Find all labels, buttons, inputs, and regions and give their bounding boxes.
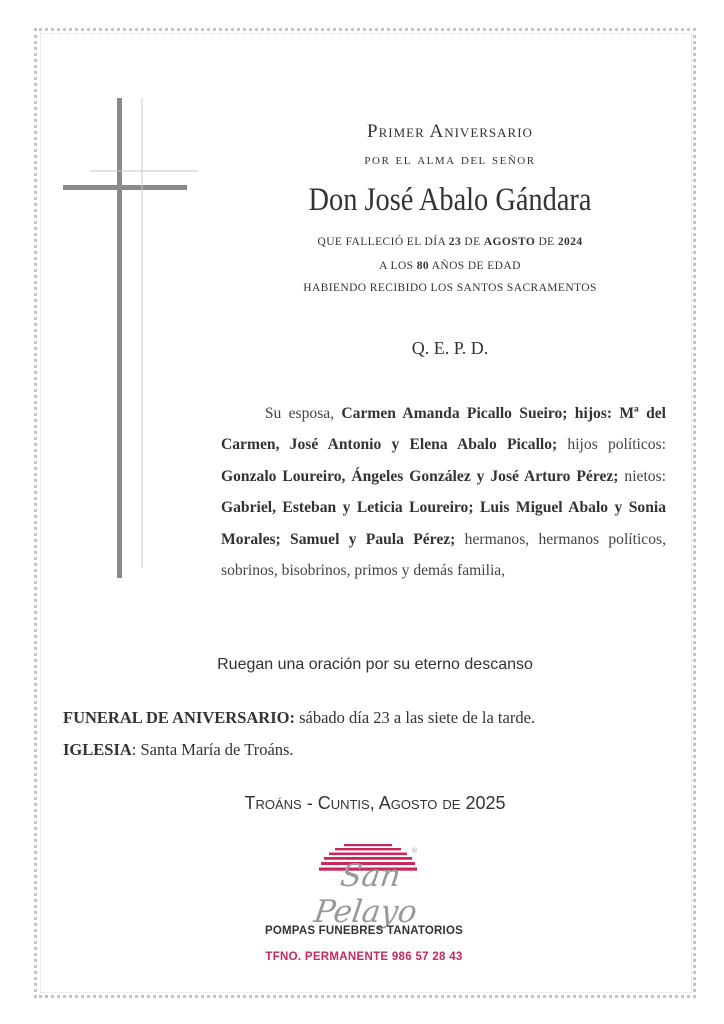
registered-mark: ® [412,848,418,855]
anniversary-title: Primer Aniversario [367,121,533,142]
sacraments-line: HABIENDO RECIBIDO LOS SANTOS SACRAMENTOS [303,282,597,294]
death-date-line: QUE FALLECIÓ EL DÍA 23 DE AGOSTO DE 2024 [317,236,583,248]
anniversary-subtitle: por el alma del señor [364,152,536,168]
qepd: Q. E. P. D. [411,338,489,358]
funeral-line: FUNERAL DE ANIVERSARIO: sábado día 23 a las siete de la tarde. [63,708,536,727]
company-services: POMPAS FUNEBRES TANATORIOS [265,925,463,937]
cross-icon [58,98,198,578]
prayer-request: Ruegan una oración por su eterno descanso [217,656,533,673]
company-phone: TFNO. PERMANENTE 986 57 28 43 [265,951,463,963]
deceased-name: Don José Abalo Gándara [308,182,592,218]
place-date: Troáns - Cuntis, Agosto de 2025 [244,793,506,813]
age-line: A LOS 80 AÑOS DE EDAD [379,260,521,272]
company-logo-text: San Pelayo [311,858,420,930]
church-line: IGLESIA: Santa María de Troáns. [63,740,294,759]
family-paragraph: Su esposa, Carmen Amanda Picallo Sueiro; hijos: Mª del Carmen, José Antonio y Elena Abalo Picallo; hijos políticos: Gonzalo Loureiro, Ángeles González y José Arturo Pérez; nietos: Gabriel, Esteban y Leticia Loureiro; Luis Miguel Abalo y Sonia Morales; Samuel y Paula Pérez; hermanos, hermanos políticos, sobrinos, bisobrinos, primos y demás familia, [221,405,667,580]
